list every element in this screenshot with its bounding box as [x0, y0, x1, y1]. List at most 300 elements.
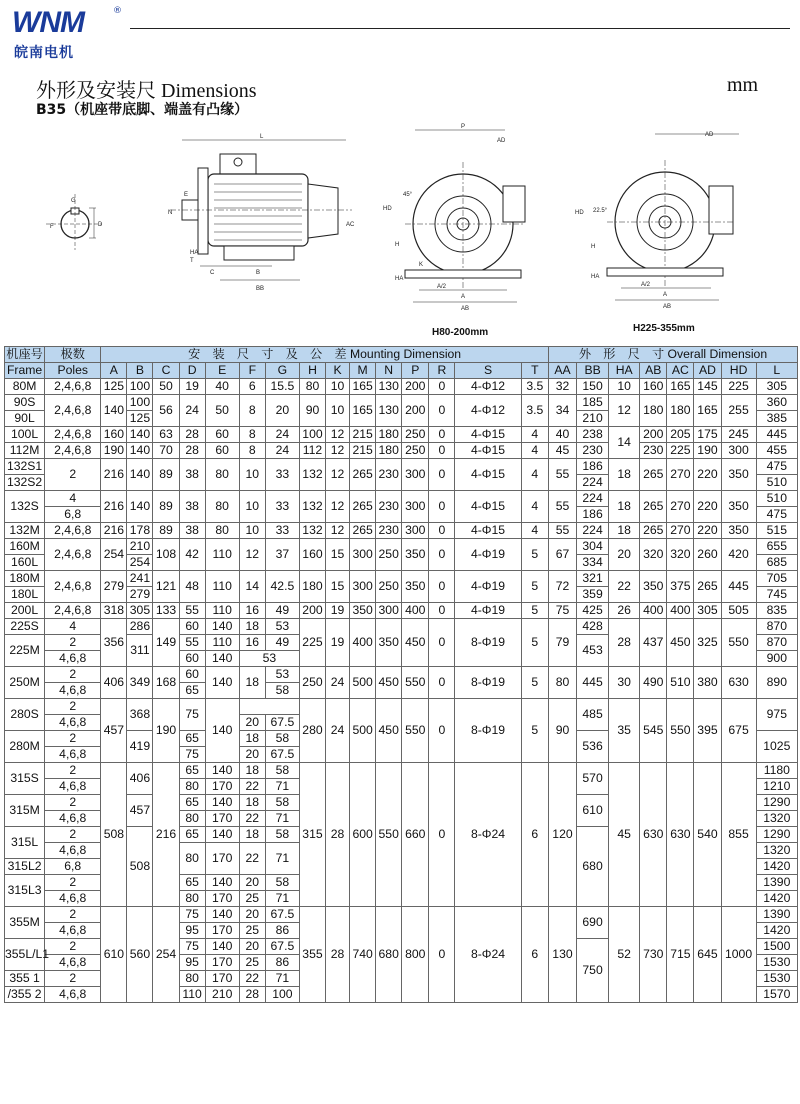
table-cell: 304 — [577, 539, 609, 555]
table-cell: 149 — [153, 619, 179, 667]
dim-label: 45° — [403, 192, 413, 198]
table-cell: 120 — [548, 763, 576, 907]
table-cell: 80 — [179, 971, 205, 987]
table-cell: 4-Φ15 — [455, 427, 521, 443]
table-cell: 279 — [101, 571, 127, 603]
table-cell: 133 — [153, 603, 179, 619]
table-cell: 300 — [402, 523, 429, 539]
table-cell: 180 — [299, 571, 325, 603]
table-cell: 1500 — [756, 939, 797, 955]
table-cell: 42 — [179, 539, 205, 571]
table-cell: 238 — [577, 427, 609, 443]
table-cell: 540 — [694, 763, 721, 907]
table-cell: 300 — [376, 603, 402, 619]
table-cell: 50 — [205, 395, 239, 427]
table-cell: 71 — [265, 811, 299, 827]
table-cell: 110 — [205, 571, 239, 603]
table-cell: 4-Φ15 — [455, 443, 521, 459]
table-cell: 145 — [694, 379, 721, 395]
table-row — [5, 379, 798, 395]
table-cell: 180L — [5, 587, 45, 603]
table-cell: 355 — [299, 907, 325, 1003]
table-cell: 280M — [5, 731, 45, 763]
table-cell: 675 — [721, 699, 756, 763]
table-cell: 225M — [5, 635, 45, 667]
table-cell: 12 — [326, 491, 350, 523]
table-cell: 26 — [609, 603, 640, 619]
table-cell: 63 — [153, 427, 179, 443]
table-cell: 140 — [205, 939, 239, 955]
col-header-poles-cn: 极数 — [45, 347, 101, 363]
table-cell: 60 — [205, 427, 239, 443]
table-cell: 20 — [239, 875, 265, 891]
table-cell: 220 — [694, 491, 721, 523]
table-cell: 315L — [5, 827, 45, 859]
table-cell: 33 — [265, 491, 299, 523]
table-cell: 425 — [577, 603, 609, 619]
table-cell: 445 — [721, 571, 756, 603]
table-cell: 22 — [239, 779, 265, 795]
table-cell: 140 — [127, 491, 153, 523]
table-cell: 108 — [153, 539, 179, 571]
table-cell: 318 — [101, 603, 127, 619]
col-header-bb: BB — [577, 363, 609, 379]
col-header-frame-cn: 机座号 — [6, 347, 43, 361]
table-cell: 40 — [548, 427, 576, 443]
table-cell: 4,6,8 — [45, 747, 101, 763]
table-cell: 15 — [326, 539, 350, 571]
dim-label: B — [256, 270, 261, 276]
table-cell: 453 — [577, 635, 609, 667]
table-cell: 0 — [429, 571, 455, 603]
table-cell: 65 — [179, 731, 205, 747]
table-cell: 28 — [326, 763, 350, 907]
table-cell: 321 — [577, 571, 609, 587]
table-cell: 2,4,6,8 — [45, 395, 101, 427]
table-cell: 90 — [299, 395, 325, 427]
table-cell: 350 — [721, 523, 756, 539]
table-cell: 12 — [326, 523, 350, 539]
table-cell: 80 — [179, 891, 205, 907]
table-cell: 265 — [694, 571, 721, 603]
table-cell: 0 — [429, 523, 455, 539]
page-title: 外形及安装尺 Dimensions — [36, 80, 257, 102]
table-cell: 75 — [179, 907, 205, 923]
table-cell: 0 — [429, 395, 455, 427]
table-cell: 80 — [179, 779, 205, 795]
table-cell: 20 — [609, 539, 640, 571]
table-cell: 375 — [667, 571, 694, 603]
table-cell: 508 — [127, 827, 153, 907]
table-cell: 4-Φ12 — [455, 395, 521, 427]
table-cell: 67.5 — [265, 939, 299, 955]
col-header-t: T — [521, 363, 548, 379]
table-cell: 655 — [756, 539, 797, 555]
col-header-n: N — [376, 363, 402, 379]
table-cell: 320 — [640, 539, 667, 571]
table-cell: 132S1 — [5, 459, 45, 475]
table-cell: 140 — [127, 427, 153, 443]
table-cell: 457 — [101, 699, 127, 763]
table-cell: 140 — [205, 699, 239, 763]
table-cell: 140 — [205, 619, 239, 635]
table-cell: 0 — [429, 379, 455, 395]
table-cell: 140 — [205, 795, 239, 811]
table-cell: 140 — [127, 459, 153, 491]
table-row — [5, 619, 798, 635]
table-cell: 250 — [299, 667, 325, 699]
table-cell: 4 — [521, 459, 548, 491]
table-row — [5, 427, 798, 443]
table-cell: 270 — [667, 459, 694, 491]
table-cell: 400 — [640, 603, 667, 619]
table-cell: 400 — [667, 603, 694, 619]
table-cell: 45 — [609, 763, 640, 907]
table-cell: 300 — [721, 443, 756, 459]
table-cell: 165 — [350, 395, 376, 427]
table-cell: 5 — [521, 539, 548, 571]
table-cell: 224 — [577, 475, 609, 491]
table-cell: 37 — [265, 539, 299, 571]
table-cell: 60 — [205, 443, 239, 459]
table-cell: 1000 — [721, 907, 756, 1003]
table-cell: 1290 — [756, 795, 797, 811]
table-cell: 325 — [694, 619, 721, 667]
col-header-d: D — [179, 363, 205, 379]
table-cell: 350 — [402, 571, 429, 603]
col-header-hd: HD — [721, 363, 756, 379]
table-cell: 510 — [756, 491, 797, 507]
table-cell: 112M — [5, 443, 45, 459]
table-cell: 220 — [694, 523, 721, 539]
table-cell: 215 — [350, 427, 376, 443]
col-header-k: K — [326, 363, 350, 379]
table-cell: 24 — [326, 667, 350, 699]
table-cell: 5 — [521, 619, 548, 667]
table-cell: 250M — [5, 667, 45, 699]
table-cell: 65 — [179, 683, 205, 699]
dim-label: E — [184, 192, 189, 198]
table-cell: 216 — [101, 459, 127, 491]
brand-logo: WNM — [12, 6, 84, 39]
table-cell: 20 — [265, 395, 299, 427]
table-cell: 1025 — [756, 731, 797, 763]
table-cell: 33 — [265, 523, 299, 539]
table-cell: 0 — [429, 491, 455, 523]
table-cell: 15 — [326, 571, 350, 603]
table-cell: 132 — [299, 459, 325, 491]
table-cell: 536 — [577, 731, 609, 763]
table-cell: 160L — [5, 555, 45, 571]
table-cell: 1420 — [756, 859, 797, 875]
table-cell: 730 — [640, 907, 667, 1003]
table-cell: 400 — [350, 619, 376, 667]
table-cell: 170 — [205, 923, 239, 939]
table-cell: 2 — [45, 827, 101, 843]
table-cell: 125 — [127, 411, 153, 427]
table-cell: 22 — [239, 843, 265, 875]
table-cell: 15.5 — [265, 379, 299, 395]
table-cell: 265 — [350, 459, 376, 491]
dim-label: HD — [383, 206, 392, 212]
table-cell: 745 — [756, 587, 797, 603]
table-cell: 12 — [326, 427, 350, 443]
table-cell: 20 — [239, 747, 265, 763]
table-cell: 315S — [5, 763, 45, 795]
table-cell: 205 — [667, 427, 694, 443]
table-cell: 86 — [265, 955, 299, 971]
table-cell: 75 — [548, 603, 576, 619]
table-cell: 350 — [350, 603, 376, 619]
dim-label: AB — [663, 304, 672, 310]
table-cell: 18 — [239, 667, 265, 699]
table-cell: 4,6,8 — [45, 779, 101, 795]
table-cell: 6 — [521, 763, 548, 907]
table-cell: 125 — [101, 379, 127, 395]
table-cell: 645 — [694, 907, 721, 1003]
dim-label: H — [591, 244, 596, 250]
table-cell: 280S — [5, 699, 45, 731]
table-cell: 254 — [101, 539, 127, 571]
dim-label: N — [168, 210, 173, 216]
table-cell: 550 — [376, 763, 402, 907]
table-cell: 1390 — [756, 875, 797, 891]
table-cell: 140 — [205, 763, 239, 779]
col-header-poles: Poles — [45, 363, 101, 379]
col-header-p: P — [402, 363, 429, 379]
table-cell: 870 — [756, 619, 797, 635]
table-cell: 160M — [5, 539, 45, 555]
table-cell: 2 — [45, 795, 101, 811]
table-cell: 630 — [667, 763, 694, 907]
table-cell: 870 — [756, 635, 797, 651]
dim-label: 22.5° — [593, 208, 608, 214]
table-cell: 334 — [577, 555, 609, 571]
col-header-h: H — [299, 363, 325, 379]
dim-label: A/2 — [641, 282, 651, 288]
table-cell: 216 — [153, 763, 179, 907]
table-cell: 225S — [5, 619, 45, 635]
table-cell: 385 — [756, 411, 797, 427]
table-cell: 4,6,8 — [45, 843, 101, 859]
table-cell: 5 — [521, 571, 548, 603]
col-header-ad: AD — [694, 363, 721, 379]
dim-label: P — [461, 124, 466, 130]
table-cell: 18 — [239, 795, 265, 811]
col-header-m: M — [350, 363, 376, 379]
table-cell: 90S — [5, 395, 45, 411]
mounting-dimension-header: 安 装 尺 寸 及 公 差 Mounting Dimension — [101, 347, 549, 363]
dim-label: AD — [497, 138, 506, 144]
table-cell: 12 — [239, 539, 265, 571]
table-cell: 200 — [299, 603, 325, 619]
table-cell: 20 — [239, 939, 265, 955]
header-rule — [130, 28, 790, 29]
brand-subtitle: 皖南电机 — [14, 45, 74, 61]
table-cell: 4,6,8 — [45, 923, 101, 939]
table-cell: 28 — [326, 907, 350, 1003]
table-cell: 55 — [179, 603, 205, 619]
table-cell: 24 — [326, 699, 350, 763]
table-cell: 300 — [350, 539, 376, 571]
table-cell: 10 — [239, 459, 265, 491]
table-cell: 0 — [429, 667, 455, 699]
table-cell: 4 — [521, 427, 548, 443]
motor-side-view-drawing — [160, 128, 360, 300]
table-cell: 265 — [640, 459, 667, 491]
table-cell: 80 — [205, 459, 239, 491]
table-cell: 2,4,6,8 — [45, 539, 101, 571]
table-cell: 280 — [299, 699, 325, 763]
table-cell: 500 — [350, 667, 376, 699]
table-cell: 1530 — [756, 971, 797, 987]
table-cell: 265 — [350, 491, 376, 523]
table-cell: 445 — [756, 427, 797, 443]
table-cell: 112 — [299, 443, 325, 459]
table-cell: 32 — [548, 379, 576, 395]
shaft-section-drawing — [40, 188, 110, 258]
table-cell: 170 — [205, 971, 239, 987]
table-cell: 419 — [127, 731, 153, 763]
table-cell: 5 — [521, 699, 548, 763]
table-cell: 230 — [577, 443, 609, 459]
table-cell: 4,6,8 — [45, 987, 101, 1003]
table-cell: 4,6,8 — [45, 955, 101, 971]
table-cell: 4-Φ19 — [455, 603, 521, 619]
table-cell: 10 — [239, 523, 265, 539]
table-cell: 3.5 — [521, 395, 548, 427]
table-cell: 132 — [299, 491, 325, 523]
table-cell: 28 — [609, 619, 640, 667]
table-cell: 224 — [577, 491, 609, 507]
table-cell: 58 — [265, 875, 299, 891]
table-cell: 8 — [239, 427, 265, 443]
table-cell: 40 — [205, 379, 239, 395]
table-cell: 180 — [640, 395, 667, 427]
table-cell: 140 — [205, 667, 239, 699]
table-cell: 190 — [153, 699, 179, 763]
table-cell: 1420 — [756, 891, 797, 907]
table-cell: 140 — [101, 395, 127, 427]
table-cell: 610 — [577, 795, 609, 827]
table-cell: 28 — [239, 987, 265, 1003]
table-cell: 690 — [577, 907, 609, 939]
col-header-f: F — [239, 363, 265, 379]
table-cell: 705 — [756, 571, 797, 587]
table-cell: 4-Φ12 — [455, 379, 521, 395]
table-cell: 0 — [429, 603, 455, 619]
dim-label: G — [71, 198, 76, 204]
unit-label: mm — [727, 74, 759, 96]
table-cell: 165 — [350, 379, 376, 395]
table-cell: 220 — [694, 459, 721, 491]
table-cell: 680 — [376, 907, 402, 1003]
table-cell: 190 — [101, 443, 127, 459]
table-cell: 80 — [548, 667, 576, 699]
table-cell: 52 — [609, 907, 640, 1003]
table-cell: 132 — [299, 523, 325, 539]
table-cell: 4,6,8 — [45, 683, 101, 699]
table-row — [5, 667, 798, 683]
table-cell: 100 — [127, 379, 153, 395]
table-cell: 150 — [577, 379, 609, 395]
table-cell: 225 — [721, 379, 756, 395]
table-cell: 30 — [609, 667, 640, 699]
table-cell: 550 — [667, 699, 694, 763]
table-cell: 80 — [179, 811, 205, 827]
table-row — [5, 459, 798, 475]
table-cell: 25 — [239, 955, 265, 971]
table-cell: 2 — [45, 699, 101, 715]
table-cell: 350 — [640, 571, 667, 603]
table-cell: 132S — [5, 491, 45, 523]
table-cell: 715 — [667, 907, 694, 1003]
table-cell: 570 — [577, 763, 609, 795]
table-cell: 349 — [127, 667, 153, 699]
table-cell: 20 — [239, 907, 265, 923]
table-cell: 58 — [265, 731, 299, 747]
table-cell: 110 — [205, 539, 239, 571]
table-cell: 500 — [350, 699, 376, 763]
col-header-ab: AB — [640, 363, 667, 379]
table-cell: 350 — [721, 491, 756, 523]
table-cell: 4 — [45, 619, 101, 635]
table-cell: 18 — [609, 523, 640, 539]
table-cell: 16 — [239, 635, 265, 651]
table-cell: 2 — [45, 635, 101, 651]
table-cell: 80M — [5, 379, 45, 395]
table-cell: 0 — [429, 443, 455, 459]
table-cell: 58 — [265, 763, 299, 779]
table-cell: 53 — [265, 619, 299, 635]
table-cell: 8-Φ19 — [455, 699, 521, 763]
table-cell: 4 — [521, 491, 548, 523]
table-cell: 550 — [402, 699, 429, 763]
table-cell: 121 — [153, 571, 179, 603]
table-cell: 680 — [577, 827, 609, 907]
table-cell: 80 — [179, 843, 205, 875]
table-cell: 180 — [376, 443, 402, 459]
table-cell: 185 — [577, 395, 609, 411]
table-cell: 368 — [127, 699, 153, 731]
table-cell: 20 — [239, 715, 265, 731]
table-cell: 505 — [721, 603, 756, 619]
table-cell: 224 — [577, 523, 609, 539]
table-cell: 216 — [101, 491, 127, 523]
dim-label: AC — [346, 222, 355, 228]
table-cell: 2,4,6,8 — [45, 427, 101, 443]
table-cell: 265 — [350, 523, 376, 539]
table-cell: 55 — [548, 459, 576, 491]
table-cell: 210 — [127, 539, 153, 555]
table-cell: 2 — [45, 667, 101, 683]
table-cell: 5 — [521, 667, 548, 699]
motor-front-view-h225-355 — [565, 124, 745, 310]
table-row — [5, 523, 798, 539]
table-cell: 56 — [153, 395, 179, 427]
table-cell: 315L3 — [5, 875, 45, 907]
table-cell: 355L/L1 — [5, 939, 45, 971]
table-cell: 350 — [376, 619, 402, 667]
table-cell: 230 — [376, 491, 402, 523]
table-cell: 24 — [265, 427, 299, 443]
table-cell: 445 — [577, 667, 609, 699]
table-cell: 450 — [402, 619, 429, 667]
table-cell: 4-Φ15 — [455, 523, 521, 539]
table-cell: 65 — [179, 763, 205, 779]
table-cell: 350 — [402, 539, 429, 571]
table-cell: 254 — [153, 907, 179, 1003]
